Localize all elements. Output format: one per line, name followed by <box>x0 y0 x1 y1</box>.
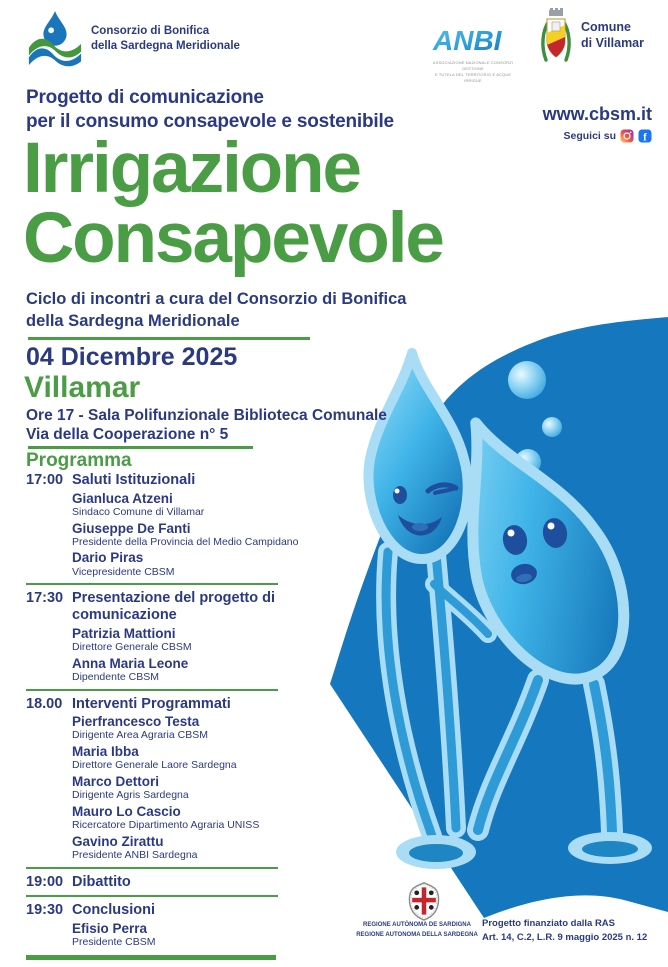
speaker <box>72 656 287 684</box>
poster-title <box>23 129 443 278</box>
cbsm-name-line2: della Sardegna Meridionale <box>91 40 240 52</box>
speaker-name: Maria Ibba <box>72 744 139 760</box>
session-title: Dibattito <box>72 873 131 890</box>
mascot-eye <box>393 486 407 504</box>
speaker-name: Efisio Perra <box>72 921 148 937</box>
sardegna-region-icon <box>404 881 444 921</box>
comune-name <box>581 20 644 51</box>
speaker-role: Direttore Generale Laore Sardegna <box>72 759 237 772</box>
speaker-role: Vicepresidente CBSM <box>72 565 175 578</box>
speaker <box>72 521 298 549</box>
speaker <box>72 491 298 519</box>
session-title: Saluti Istituzionali <box>72 472 196 488</box>
event-date: 04 Dicembre 2025 <box>26 343 238 371</box>
poster-subtitle-line2: della Sardegna Meridionale <box>26 311 240 330</box>
speaker-role: Direttore Generale CBSM <box>72 640 192 653</box>
event-venue-block <box>26 407 387 445</box>
cbsm-brand <box>26 10 240 68</box>
speaker <box>72 626 287 654</box>
bubble <box>508 361 546 399</box>
speaker-role: Presidente della Provincia del Medio Campidano <box>72 535 299 548</box>
website-link[interactable]: www.cbsm.it <box>542 104 652 124</box>
bubble <box>542 417 562 437</box>
follow-label: Seguici su <box>563 130 616 142</box>
anbi-logo-icon <box>431 26 515 54</box>
poster-subtitle <box>26 289 406 333</box>
speaker-role: Presidente ANBI Sardegna <box>72 848 198 861</box>
instagram-icon[interactable] <box>620 129 634 143</box>
comune-name-line2: di Villamar <box>581 36 644 50</box>
speaker <box>72 774 259 802</box>
session-separator <box>26 867 278 869</box>
facebook-glyph: f <box>643 131 647 143</box>
speaker-role: Sindaco Comune di Villamar <box>72 505 205 518</box>
cbsm-name <box>91 24 240 54</box>
speaker-role: Ricercatore Dipartimento Agraria UNISS <box>72 819 260 832</box>
program-list <box>26 472 330 960</box>
session-time: 17:30 <box>26 590 64 607</box>
intro-line2: per il consumo consapevole e sostenibile <box>26 111 394 133</box>
session-separator <box>26 583 278 585</box>
comune-block <box>539 7 644 65</box>
speaker <box>72 714 259 742</box>
session-separator <box>26 689 278 691</box>
speaker-role: Presidente CBSM <box>72 936 156 949</box>
session-time: 19:00 <box>26 873 64 890</box>
speaker <box>72 921 155 949</box>
event-place: Villamar <box>24 371 141 404</box>
intro-line1: Progetto di comunicazione <box>26 87 264 108</box>
poster-subtitle-line1: Ciclo di incontri a cura del Consorzio di Bonifica <box>26 290 407 308</box>
water-drop-mascot-left <box>368 353 467 559</box>
divider-rule <box>28 337 310 340</box>
speaker-name: Pierfrancesco Testa <box>72 714 200 730</box>
session-title: Presentazione del progetto di comunicazione <box>72 590 276 624</box>
speaker-name: Giuseppe De Fanti <box>72 520 191 536</box>
speaker-name: Mauro Lo Cascio <box>72 803 181 819</box>
comune-name-line1: Comune <box>581 20 631 35</box>
session-title: Conclusioni <box>72 902 155 919</box>
facebook-icon[interactable] <box>638 129 652 143</box>
speaker-name: Anna Maria Leone <box>72 655 189 671</box>
speaker <box>72 834 259 862</box>
program-session <box>26 472 330 578</box>
funding-line2: Art. 14, C.2, L.R. 9 maggio 2025 n. 12 <box>482 931 648 943</box>
speaker-name: Gavino Zirattu <box>72 833 164 849</box>
program-session <box>26 590 330 683</box>
program-session <box>26 696 330 862</box>
poster-title-line2: Consapevole <box>23 198 443 278</box>
speaker-name: Gianluca Atzeni <box>72 490 173 506</box>
anbi-caption <box>430 60 516 83</box>
speaker-role: Dirigente Agris Sardegna <box>72 789 189 802</box>
speaker <box>72 804 259 832</box>
session-time: 17:00 <box>26 472 64 488</box>
bottom-rule <box>26 955 276 960</box>
session-time: 18.00 <box>26 695 63 712</box>
region-caption-line2: REGIONE AUTONOMA DELLA SARDEGNA <box>356 931 478 938</box>
poster-title-line1: Irrigazione <box>23 129 361 208</box>
speaker <box>72 550 298 578</box>
speaker-name: Dario Piras <box>72 550 144 566</box>
region-caption <box>350 921 484 941</box>
anbi-caption-line2: E TUTELA DEL TERRITORIO E ACQUE IRRIGUE <box>434 71 512 83</box>
event-venue: Ore 17 - Sala Polifunzionale Biblioteca Comunale <box>26 407 387 424</box>
speaker <box>72 744 259 772</box>
program-session <box>26 874 330 891</box>
anbi-caption-line1: ASSOCIAZIONE NAZIONALE CONSORZI GESTIONE <box>432 60 514 71</box>
social-row <box>563 129 652 143</box>
speaker-role: Dipendente CBSM <box>72 670 159 683</box>
event-address: Via della Cooperazione n° 5 <box>26 425 229 443</box>
session-separator <box>26 895 278 897</box>
funding-line1: Progetto finanziato dalla RAS <box>482 918 616 929</box>
program-heading: Programma <box>26 450 132 471</box>
speaker-name: Marco Dettori <box>72 774 160 790</box>
cbsm-logo-icon <box>26 10 84 68</box>
anbi-block <box>430 26 516 83</box>
cbsm-name-line1: Consorzio di Bonifica <box>91 25 210 38</box>
region-caption-line1: REGIONE AUTÒNOMA DE SARDIGNA <box>363 922 471 928</box>
divider-rule <box>28 446 253 449</box>
intro-claim <box>26 86 394 135</box>
villamar-crest-icon <box>539 7 573 65</box>
session-time: 19:30 <box>26 902 64 919</box>
session-title: Interventi Programmati <box>72 695 231 712</box>
speaker-role: Dirigente Area Agraria CBSM <box>72 729 208 742</box>
anbi-letters: ANBI <box>433 26 502 54</box>
program-session <box>26 902 330 949</box>
funding-note <box>482 917 647 945</box>
speaker-name: Patrizia Mattioni <box>72 625 176 641</box>
